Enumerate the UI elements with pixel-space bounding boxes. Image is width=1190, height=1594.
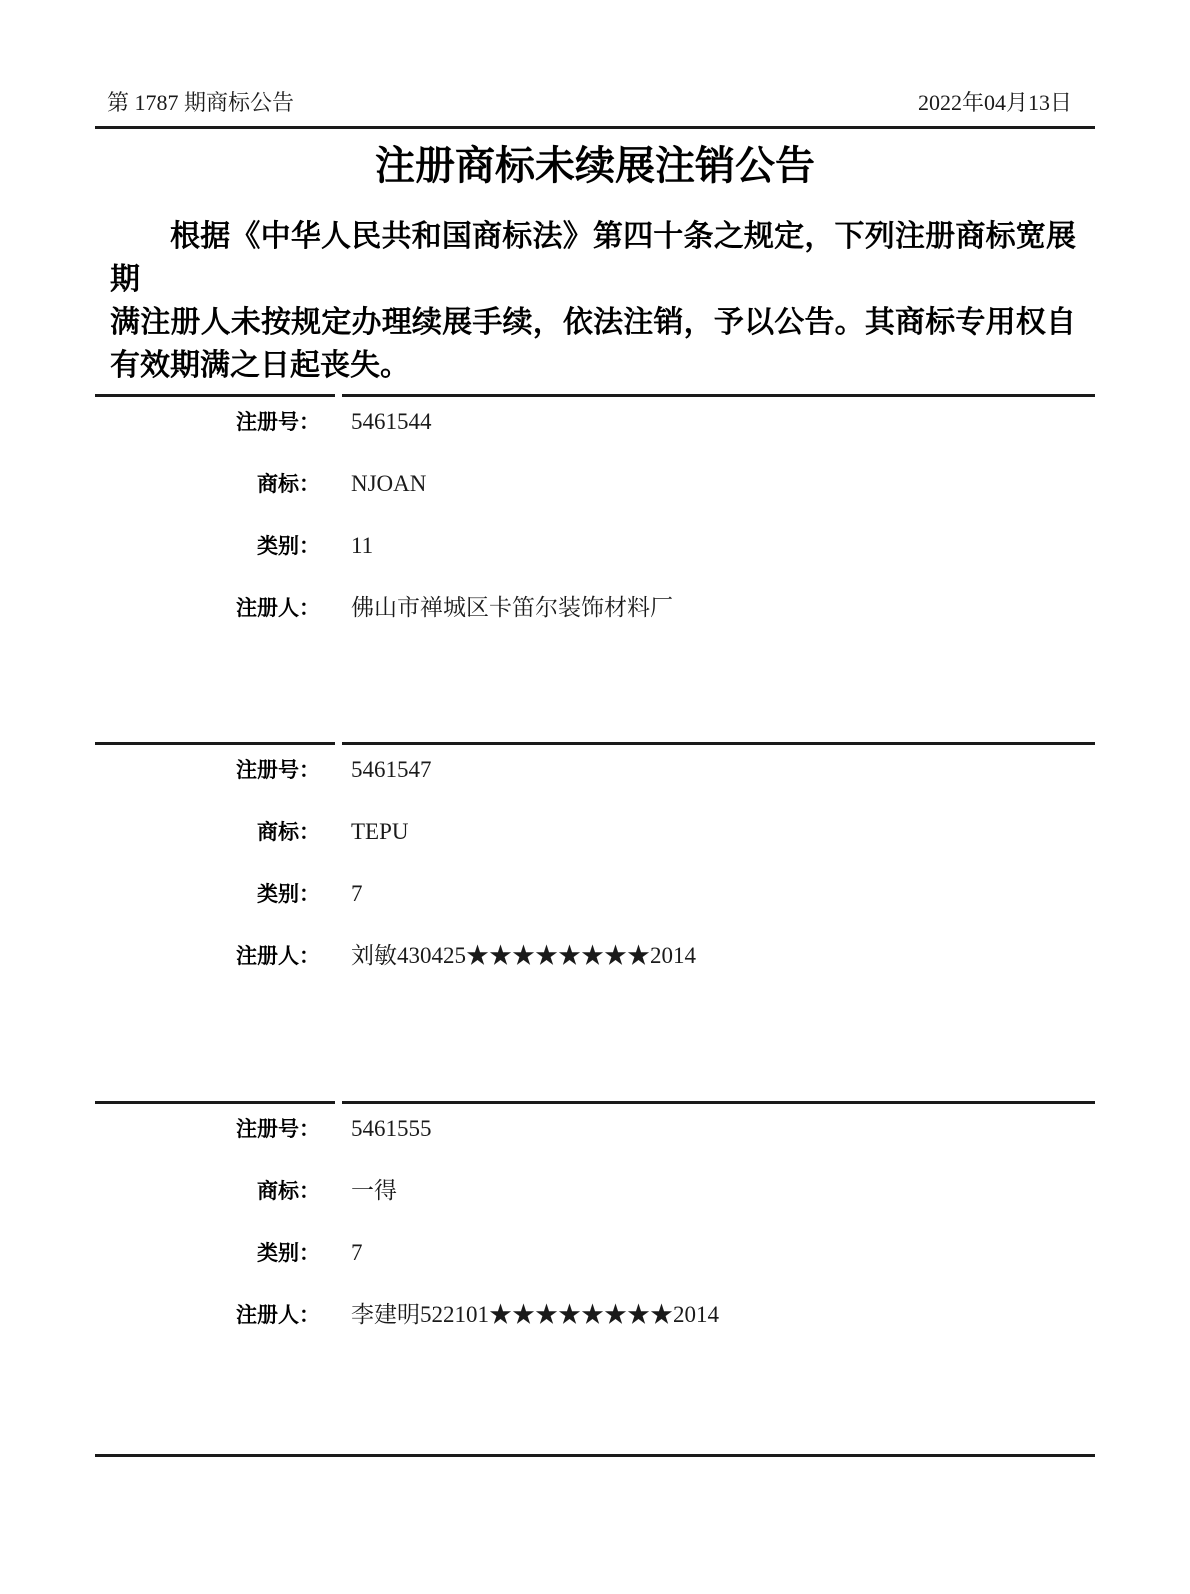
field-row-reg-no	[95, 407, 1095, 437]
field-row-reg-no	[95, 1114, 1095, 1144]
footer-divider-line	[95, 1454, 1095, 1457]
trademark-record	[95, 742, 1095, 982]
field-value-reg-no: 5461555	[351, 1116, 432, 1141]
field-value-trademark: NJOAN	[351, 471, 427, 496]
field-value-registrant: 佛山市禅城区卡笛尔装饰材料厂	[351, 595, 673, 620]
field-label-reg-no: 注册号：	[236, 1117, 320, 1141]
field-label-registrant: 注册人：	[236, 944, 320, 968]
record-divider-line	[95, 742, 1095, 745]
field-value-registrant: 刘敏430425★★★★★★★★2014	[351, 943, 696, 968]
field-value-category: 7	[351, 1240, 363, 1265]
record-divider-line	[95, 394, 1095, 397]
record-divider-line	[95, 1101, 1095, 1104]
field-label-trademark: 商标：	[257, 820, 320, 844]
field-label-registrant: 注册人：	[236, 1303, 320, 1327]
field-label-category: 类别：	[257, 534, 320, 558]
field-value-category: 11	[351, 533, 374, 558]
field-row-reg-no	[95, 755, 1095, 785]
field-value-registrant: 李建明522101★★★★★★★★2014	[351, 1302, 719, 1327]
intro-line: 满注册人未按规定办理续展手续，依法注销，予以公告。其商标专用权自	[110, 306, 1076, 339]
field-row-trademark	[95, 1176, 1095, 1206]
field-label-trademark: 商标：	[257, 472, 320, 496]
field-value-trademark: 一得	[351, 1178, 397, 1203]
field-row-category	[95, 531, 1095, 561]
field-row-registrant	[95, 1300, 1095, 1330]
field-row-trademark	[95, 469, 1095, 499]
header-divider-line	[95, 126, 1095, 129]
page-title: 注册商标未续展注销公告	[375, 143, 815, 188]
field-row-category	[95, 879, 1095, 909]
field-label-category: 类别：	[257, 1241, 320, 1265]
field-label-trademark: 商标：	[257, 1179, 320, 1203]
field-row-registrant	[95, 941, 1095, 971]
field-label-reg-no: 注册号：	[236, 758, 320, 782]
intro-paragraph	[110, 215, 1076, 387]
field-row-category	[95, 1238, 1095, 1268]
divider-notch	[335, 1101, 342, 1104]
divider-notch	[335, 394, 342, 397]
trademark-record	[95, 394, 1095, 634]
field-label-category: 类别：	[257, 882, 320, 906]
gazette-issue-number: 第 1787 期商标公告	[107, 90, 295, 115]
intro-line: 根据《中华人民共和国商标法》第四十条之规定，下列注册商标宽展期	[110, 220, 1076, 296]
trademark-record	[95, 1101, 1095, 1341]
intro-line: 有效期满之日起丧失。	[110, 349, 410, 382]
field-row-trademark	[95, 817, 1095, 847]
field-label-reg-no: 注册号：	[236, 410, 320, 434]
divider-notch	[335, 742, 342, 745]
field-value-trademark: TEPU	[351, 819, 409, 844]
field-label-registrant: 注册人：	[236, 596, 320, 620]
field-value-reg-no: 5461544	[351, 409, 432, 434]
field-value-category: 7	[351, 881, 363, 906]
field-row-registrant	[95, 593, 1095, 623]
gazette-date: 2022年04月13日	[917, 90, 1072, 115]
field-value-reg-no: 5461547	[351, 757, 432, 782]
